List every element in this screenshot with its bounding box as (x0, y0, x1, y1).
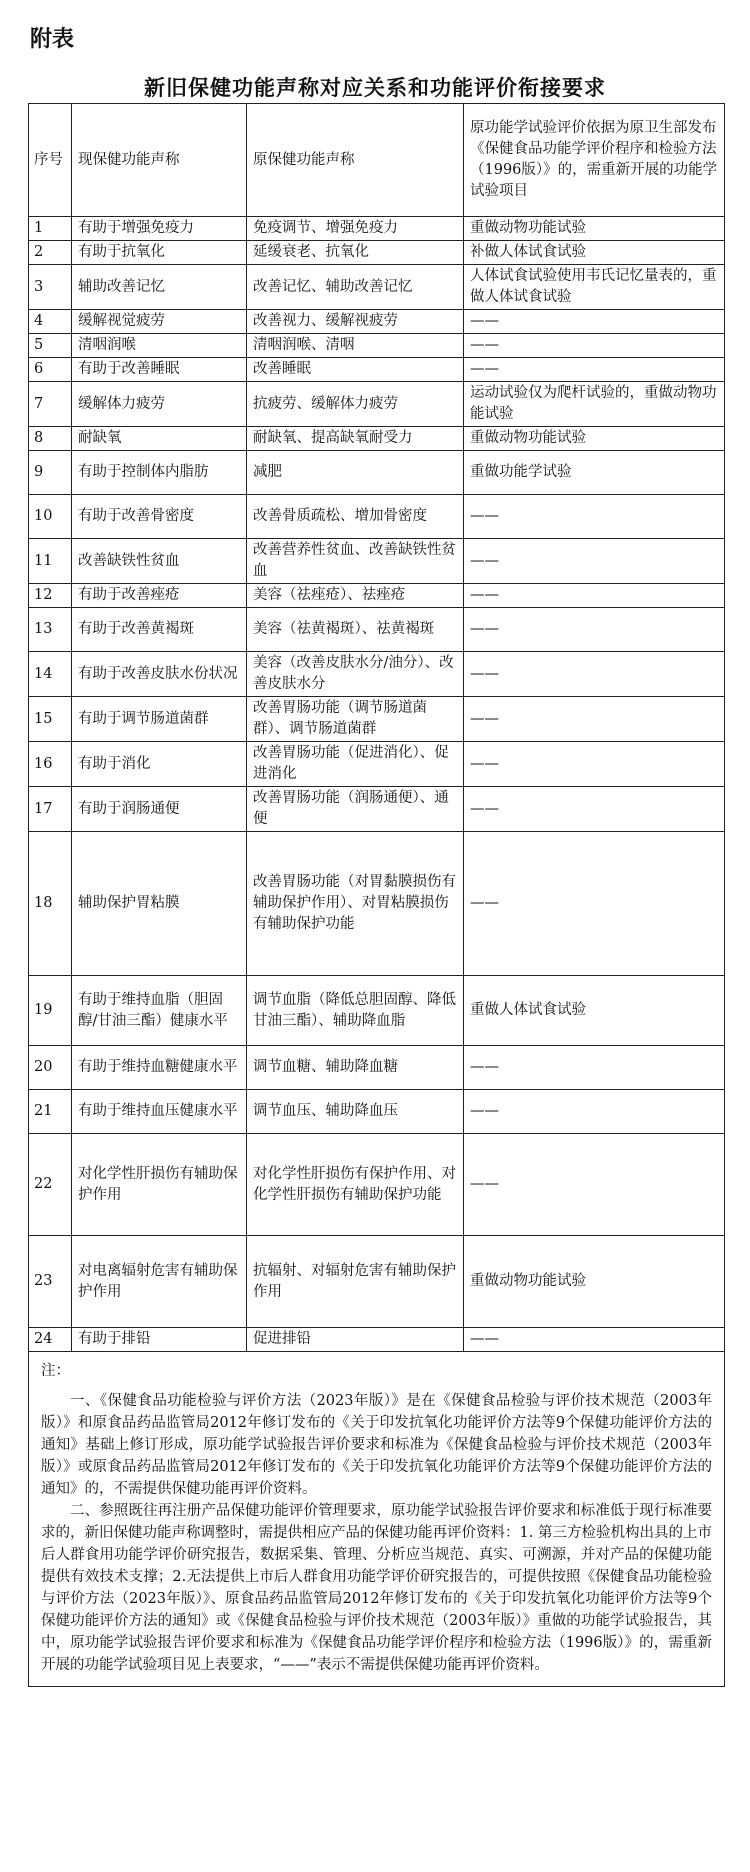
original-claim: 抗疲劳、缓解体力疲劳 (247, 382, 464, 427)
table-header-row (29, 104, 725, 217)
current-claim: 有助于改善骨密度 (72, 495, 247, 539)
table-row (29, 451, 725, 495)
required-tests: —— (464, 787, 725, 832)
row-number: 9 (29, 451, 72, 495)
table-row (29, 427, 725, 451)
required-tests: —— (464, 832, 725, 976)
current-claim: 有助于调节肠道菌群 (72, 697, 247, 742)
original-claim: 改善骨质疏松、增加骨密度 (247, 495, 464, 539)
current-claim: 对电离辐射危害有辅助保护作用 (72, 1236, 247, 1328)
original-claim: 美容（祛痤疮）、祛痤疮 (247, 584, 464, 608)
current-claim: 有助于维持血糖健康水平 (72, 1046, 247, 1090)
table-row (29, 495, 725, 539)
table-row (29, 334, 725, 358)
current-claim: 有助于改善痤疮 (72, 584, 247, 608)
required-tests: —— (464, 1134, 725, 1236)
original-claim: 免疫调节、增强免疫力 (247, 217, 464, 241)
claims-table (28, 103, 725, 1687)
required-tests: —— (464, 652, 725, 697)
original-claim: 改善记忆、辅助改善记忆 (247, 265, 464, 310)
row-number: 6 (29, 358, 72, 382)
table-row (29, 1090, 725, 1134)
current-claim: 清咽润喉 (72, 334, 247, 358)
required-tests: —— (464, 310, 725, 334)
row-number: 19 (29, 976, 72, 1046)
notes-paragraph-2: 二、参照既往再注册产品保健功能评价管理要求，原功能学试验报告评价要求和标准低于现行标准要求的，新旧保健功能声称调整时，需提供相应产品的保健功能再评价资料：1. 第三方检验机构出具的上市后人群食用功能学评价研究报告，数据采集、管理、分析应当规范、真实、可溯源，并对产品的保健功能提供有效技术支撑；2.无法提供上市后人群食用功能学评价研究报告的，可提供按照《保健食品功能检验与评价方法（2023年版）》、原食品药品监管局2012年修订发布的《关于印发抗氧化功能评价方法等9个保健功能评价方法的通知》或《保健食品检验与评价技术规范（2003年版）》重做的功能学试验报告，其中，原功能学试验报告评价要求和标准为《保健食品功能学评价程序和检验方法（1996版）》的，需重新开展的功能学试验项目见上表要求，“——”表示不需提供保健功能再评价资料。 (41, 1503, 712, 1673)
original-claim: 美容（祛黄褐斑）、祛黄褐斑 (247, 608, 464, 652)
notes-row (29, 1352, 725, 1687)
required-tests: 重做动物功能试验 (464, 427, 725, 451)
row-number: 4 (29, 310, 72, 334)
required-tests: 重做人体试食试验 (464, 976, 725, 1046)
required-tests: 补做人体试食试验 (464, 241, 725, 265)
table-row (29, 697, 725, 742)
row-number: 13 (29, 608, 72, 652)
current-claim: 有助于消化 (72, 742, 247, 787)
current-claim: 耐缺氧 (72, 427, 247, 451)
required-tests: 运动试验仅为爬杆试验的，重做动物功能试验 (464, 382, 725, 427)
required-tests: —— (464, 697, 725, 742)
original-claim: 调节血糖、辅助降血糖 (247, 1046, 464, 1090)
row-number: 10 (29, 495, 72, 539)
appendix-label: 附表 (30, 27, 75, 52)
row-number: 17 (29, 787, 72, 832)
required-tests: —— (464, 608, 725, 652)
original-claim: 改善营养性贫血、改善缺铁性贫血 (247, 539, 464, 584)
required-tests: —— (464, 1090, 725, 1134)
row-number: 18 (29, 832, 72, 976)
row-number: 24 (29, 1328, 72, 1352)
current-claim: 辅助改善记忆 (72, 265, 247, 310)
row-number: 7 (29, 382, 72, 427)
col-header-number: 序号 (29, 104, 72, 217)
col-header-required-tests: 原功能学试验评价依据为原卫生部发布《保健食品功能学评价程序和检验方法（1996版）》的，需重新开展的功能学试验项目 (464, 104, 725, 217)
required-tests: 重做动物功能试验 (464, 217, 725, 241)
original-claim: 改善胃肠功能（对胃黏膜损伤有辅助保护作用）、对胃粘膜损伤有辅助保护功能 (247, 832, 464, 976)
original-claim: 耐缺氧、提高缺氧耐受力 (247, 427, 464, 451)
table-row (29, 787, 725, 832)
table-row (29, 265, 725, 310)
original-claim: 改善胃肠功能（促进消化）、促进消化 (247, 742, 464, 787)
row-number: 1 (29, 217, 72, 241)
original-claim: 调节血脂（降低总胆固醇、降低甘油三酯）、辅助降血脂 (247, 976, 464, 1046)
original-claim: 对化学性肝损伤有保护作用、对化学性肝损伤有辅助保护功能 (247, 1134, 464, 1236)
row-number: 14 (29, 652, 72, 697)
notes-label: 注： (41, 1363, 70, 1379)
current-claim: 有助于维持血压健康水平 (72, 1090, 247, 1134)
required-tests: 重做动物功能试验 (464, 1236, 725, 1328)
current-claim: 有助于维持血脂（胆固醇/甘油三酯）健康水平 (72, 976, 247, 1046)
current-claim: 缓解体力疲劳 (72, 382, 247, 427)
original-claim: 延缓衰老、抗氧化 (247, 241, 464, 265)
current-claim: 有助于改善皮肤水份状况 (72, 652, 247, 697)
original-claim: 改善睡眠 (247, 358, 464, 382)
table-row (29, 976, 725, 1046)
row-number: 5 (29, 334, 72, 358)
required-tests: —— (464, 1328, 725, 1352)
table-row (29, 310, 725, 334)
col-header-current-claim: 现保健功能声称 (72, 104, 247, 217)
notes-paragraph-1: 一、《保健食品功能检验与评价方法（2023年版）》是在《保健食品检验与评价技术规范（2003年版）》和原食品药品监管局2012年修订发布的《关于印发抗氧化功能评价方法等9个保健功能评价方法的通知》基础上修订形成，原功能学试验报告评价要求和标准为《保健食品检验与评价技术规范（2003年版）》或原食品药品监管局2012年修订发布的《关于印发抗氧化功能评价方法等9个保健功能评价方法的通知》的，不需提供保健功能再评价资料。 (41, 1393, 712, 1497)
current-claim: 有助于排铅 (72, 1328, 247, 1352)
table-row (29, 539, 725, 584)
table-row (29, 608, 725, 652)
row-number: 12 (29, 584, 72, 608)
table-row (29, 1134, 725, 1236)
current-claim: 有助于抗氧化 (72, 241, 247, 265)
current-claim: 改善缺铁性贫血 (72, 539, 247, 584)
original-claim: 清咽润喉、清咽 (247, 334, 464, 358)
current-claim: 缓解视觉疲劳 (72, 310, 247, 334)
required-tests: —— (464, 584, 725, 608)
col-header-original-claim: 原保健功能声称 (247, 104, 464, 217)
row-number: 16 (29, 742, 72, 787)
original-claim: 改善胃肠功能（润肠通便）、通便 (247, 787, 464, 832)
original-claim: 调节血压、辅助降血压 (247, 1090, 464, 1134)
row-number: 22 (29, 1134, 72, 1236)
current-claim: 有助于润肠通便 (72, 787, 247, 832)
original-claim: 美容（改善皮肤水分/油分）、改善皮肤水分 (247, 652, 464, 697)
required-tests: —— (464, 358, 725, 382)
row-number: 11 (29, 539, 72, 584)
current-claim: 有助于增强免疫力 (72, 217, 247, 241)
current-claim: 有助于控制体内脂肪 (72, 451, 247, 495)
required-tests: 人体试食试验使用韦氏记忆量表的，重做人体试食试验 (464, 265, 725, 310)
table-row (29, 652, 725, 697)
page-title: 新旧保健功能声称对应关系和功能评价衔接要求 (144, 76, 606, 100)
row-number: 2 (29, 241, 72, 265)
current-claim: 有助于改善黄褐斑 (72, 608, 247, 652)
table-row (29, 382, 725, 427)
required-tests: 重做功能学试验 (464, 451, 725, 495)
required-tests: —— (464, 539, 725, 584)
original-claim: 改善视力、缓解视疲劳 (247, 310, 464, 334)
table-row (29, 241, 725, 265)
original-claim: 促进排铅 (247, 1328, 464, 1352)
table-row (29, 1046, 725, 1090)
current-claim: 辅助保护胃粘膜 (72, 832, 247, 976)
row-number: 23 (29, 1236, 72, 1328)
table-row (29, 1236, 725, 1328)
row-number: 20 (29, 1046, 72, 1090)
required-tests: —— (464, 334, 725, 358)
table-row (29, 217, 725, 241)
current-claim: 对化学性肝损伤有辅助保护作用 (72, 1134, 247, 1236)
original-claim: 减肥 (247, 451, 464, 495)
table-row (29, 1328, 725, 1352)
row-number: 15 (29, 697, 72, 742)
notes-cell (29, 1352, 725, 1687)
required-tests: —— (464, 495, 725, 539)
required-tests: —— (464, 742, 725, 787)
table-row (29, 832, 725, 976)
original-claim: 改善胃肠功能（调节肠道菌群）、调节肠道菌群 (247, 697, 464, 742)
table-row (29, 742, 725, 787)
required-tests: —— (464, 1046, 725, 1090)
row-number: 8 (29, 427, 72, 451)
row-number: 3 (29, 265, 72, 310)
table-row (29, 358, 725, 382)
row-number: 21 (29, 1090, 72, 1134)
current-claim: 有助于改善睡眠 (72, 358, 247, 382)
table-row (29, 584, 725, 608)
original-claim: 抗辐射、对辐射危害有辅助保护作用 (247, 1236, 464, 1328)
